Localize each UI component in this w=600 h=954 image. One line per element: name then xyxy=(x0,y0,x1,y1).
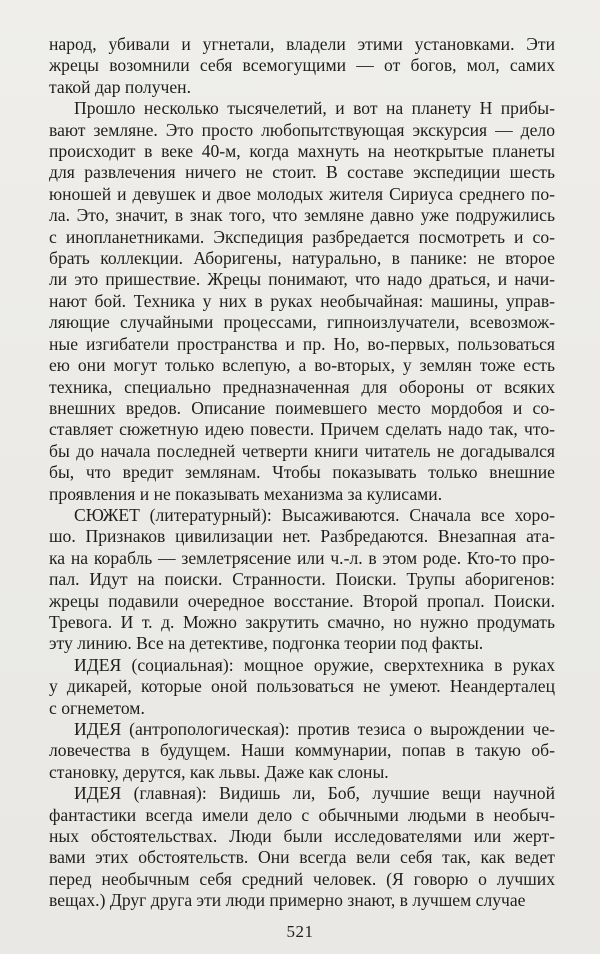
text-line: ные изгибатели пространства и пр. Но, во-первых, пользоваться xyxy=(49,333,555,354)
text-line: ли это пришествие. Жрецы понимают, что надо драться, и начи- xyxy=(49,269,555,290)
text-line: проявления и не показывать механизма за кулисами. xyxy=(49,483,443,504)
text-line: ею они могут только вслепую, а во-вторых, у землян тоже есть xyxy=(49,355,555,376)
text-line: ИДЕЯ (антропологическая): против тезиса о вырождении че- xyxy=(74,719,555,739)
text-line: с инопланетниками. Экспедиция разбредается посмотреть и со- xyxy=(49,226,555,247)
text-line: ка на корабль — землетрясение или ч.-л. в этом роде. Кто-то про- xyxy=(49,547,555,568)
page-number: 521 xyxy=(286,922,314,941)
body-text xyxy=(49,34,555,912)
text-line: нают бой. Техника у них в руках необычайная: машины, управ- xyxy=(49,290,555,311)
text-line: ИДЕЯ (главная): Видишь ли, Боб, лучшие вещи научной xyxy=(74,783,555,804)
text-line: ляющие случайными процессами, гипноизлучатели, всевозмож- xyxy=(49,312,555,333)
text-line: бы до начала последней четверти книги читатель не догадывался xyxy=(49,440,555,461)
text-line: ла. Это, значит, в знак того, что земляне давно уже подружились xyxy=(49,205,555,226)
text-line: вают земляне. Это просто любопытствующая экскурсия — дело xyxy=(49,119,555,140)
text-line: Прошло несколько тысячелетий, и вот на планету Н прибы- xyxy=(74,98,555,119)
text-line: вещах.) Друг друга эти люди примерно знают, в лучшем случае xyxy=(49,890,526,911)
paragraph xyxy=(49,655,555,719)
text-line: СЮЖЕТ (литературный): Высаживаются. Сначала все хоро- xyxy=(74,504,555,525)
text-line: жрецы подавили очередное восстание. Второй пропал. Поиски. xyxy=(49,590,555,611)
paragraph xyxy=(49,34,555,98)
text-line: перед необычным себя средний человек. (Я говорю о лучших xyxy=(49,868,555,889)
text-line: внешних вредов. Описание поимевшего место мордобоя и со- xyxy=(49,397,555,418)
paragraph xyxy=(49,719,555,783)
text-line: ИДЕЯ (социальная): мощное оружие, сверхтехника в руках xyxy=(74,654,555,675)
text-line: техника, специально предназначенная для обороны от всяких xyxy=(49,376,555,397)
text-line: эту линию. Все на детективе, подгонка теории под факты. xyxy=(49,633,484,654)
text-line: происходит в веке 40-м, когда махнуть на неоткрытые планеты xyxy=(49,141,555,162)
text-line: для развлечения ничего не стоит. В составе экспедиции шесть xyxy=(49,162,555,183)
text-line: у дикарей, которые оной пользоваться не умеют. Неандерталец xyxy=(49,676,555,697)
text-line: брать коллекции. Аборигены, натурально, в панике: не второе xyxy=(49,248,555,269)
text-line: с огнеметом. xyxy=(49,697,145,718)
paragraph xyxy=(49,98,555,505)
text-line: жрецы возомнили себя всемогущими — от богов, мол, самих xyxy=(49,55,555,76)
text-line: Тревога. И т. д. Можно закрутить смачно, но нужно продумать xyxy=(49,611,555,632)
text-line: юношей и девушек и двое молодых жителя Сириуса среднего по- xyxy=(49,183,555,204)
paragraph xyxy=(49,505,555,655)
text-line: бы, что вредит землянам. Чтобы показывать только внешние xyxy=(49,462,555,483)
text-line: ловечества в будущем. Наши коммунарии, попав в такую об- xyxy=(49,740,555,761)
text-line: вами этих обстоятельств. Они всегда вели себя так, как ведет xyxy=(49,847,555,868)
text-line: фантастики всегда имели дело с обычными людьми в необыч- xyxy=(49,804,555,825)
text-line: ных обстоятельствах. Люди были исследователями или жерт- xyxy=(49,826,555,847)
text-line: такой дар получен. xyxy=(49,76,191,97)
text-line: народ, убивали и угнетали, владели этими установками. Эти xyxy=(49,34,555,54)
text-line: ставляет сюжетную идею повести. Причем сделать надо так, что- xyxy=(49,419,555,440)
text-line: пал. Идут на поиски. Странности. Поиски. Трупы аборигенов: xyxy=(49,569,555,590)
text-line: становку, дерутся, как львы. Даже как слоны. xyxy=(49,761,389,782)
text-line: шо. Признаков цивилизации нет. Разбредаются. Внезапная ата- xyxy=(49,526,555,547)
paragraph xyxy=(49,783,555,911)
